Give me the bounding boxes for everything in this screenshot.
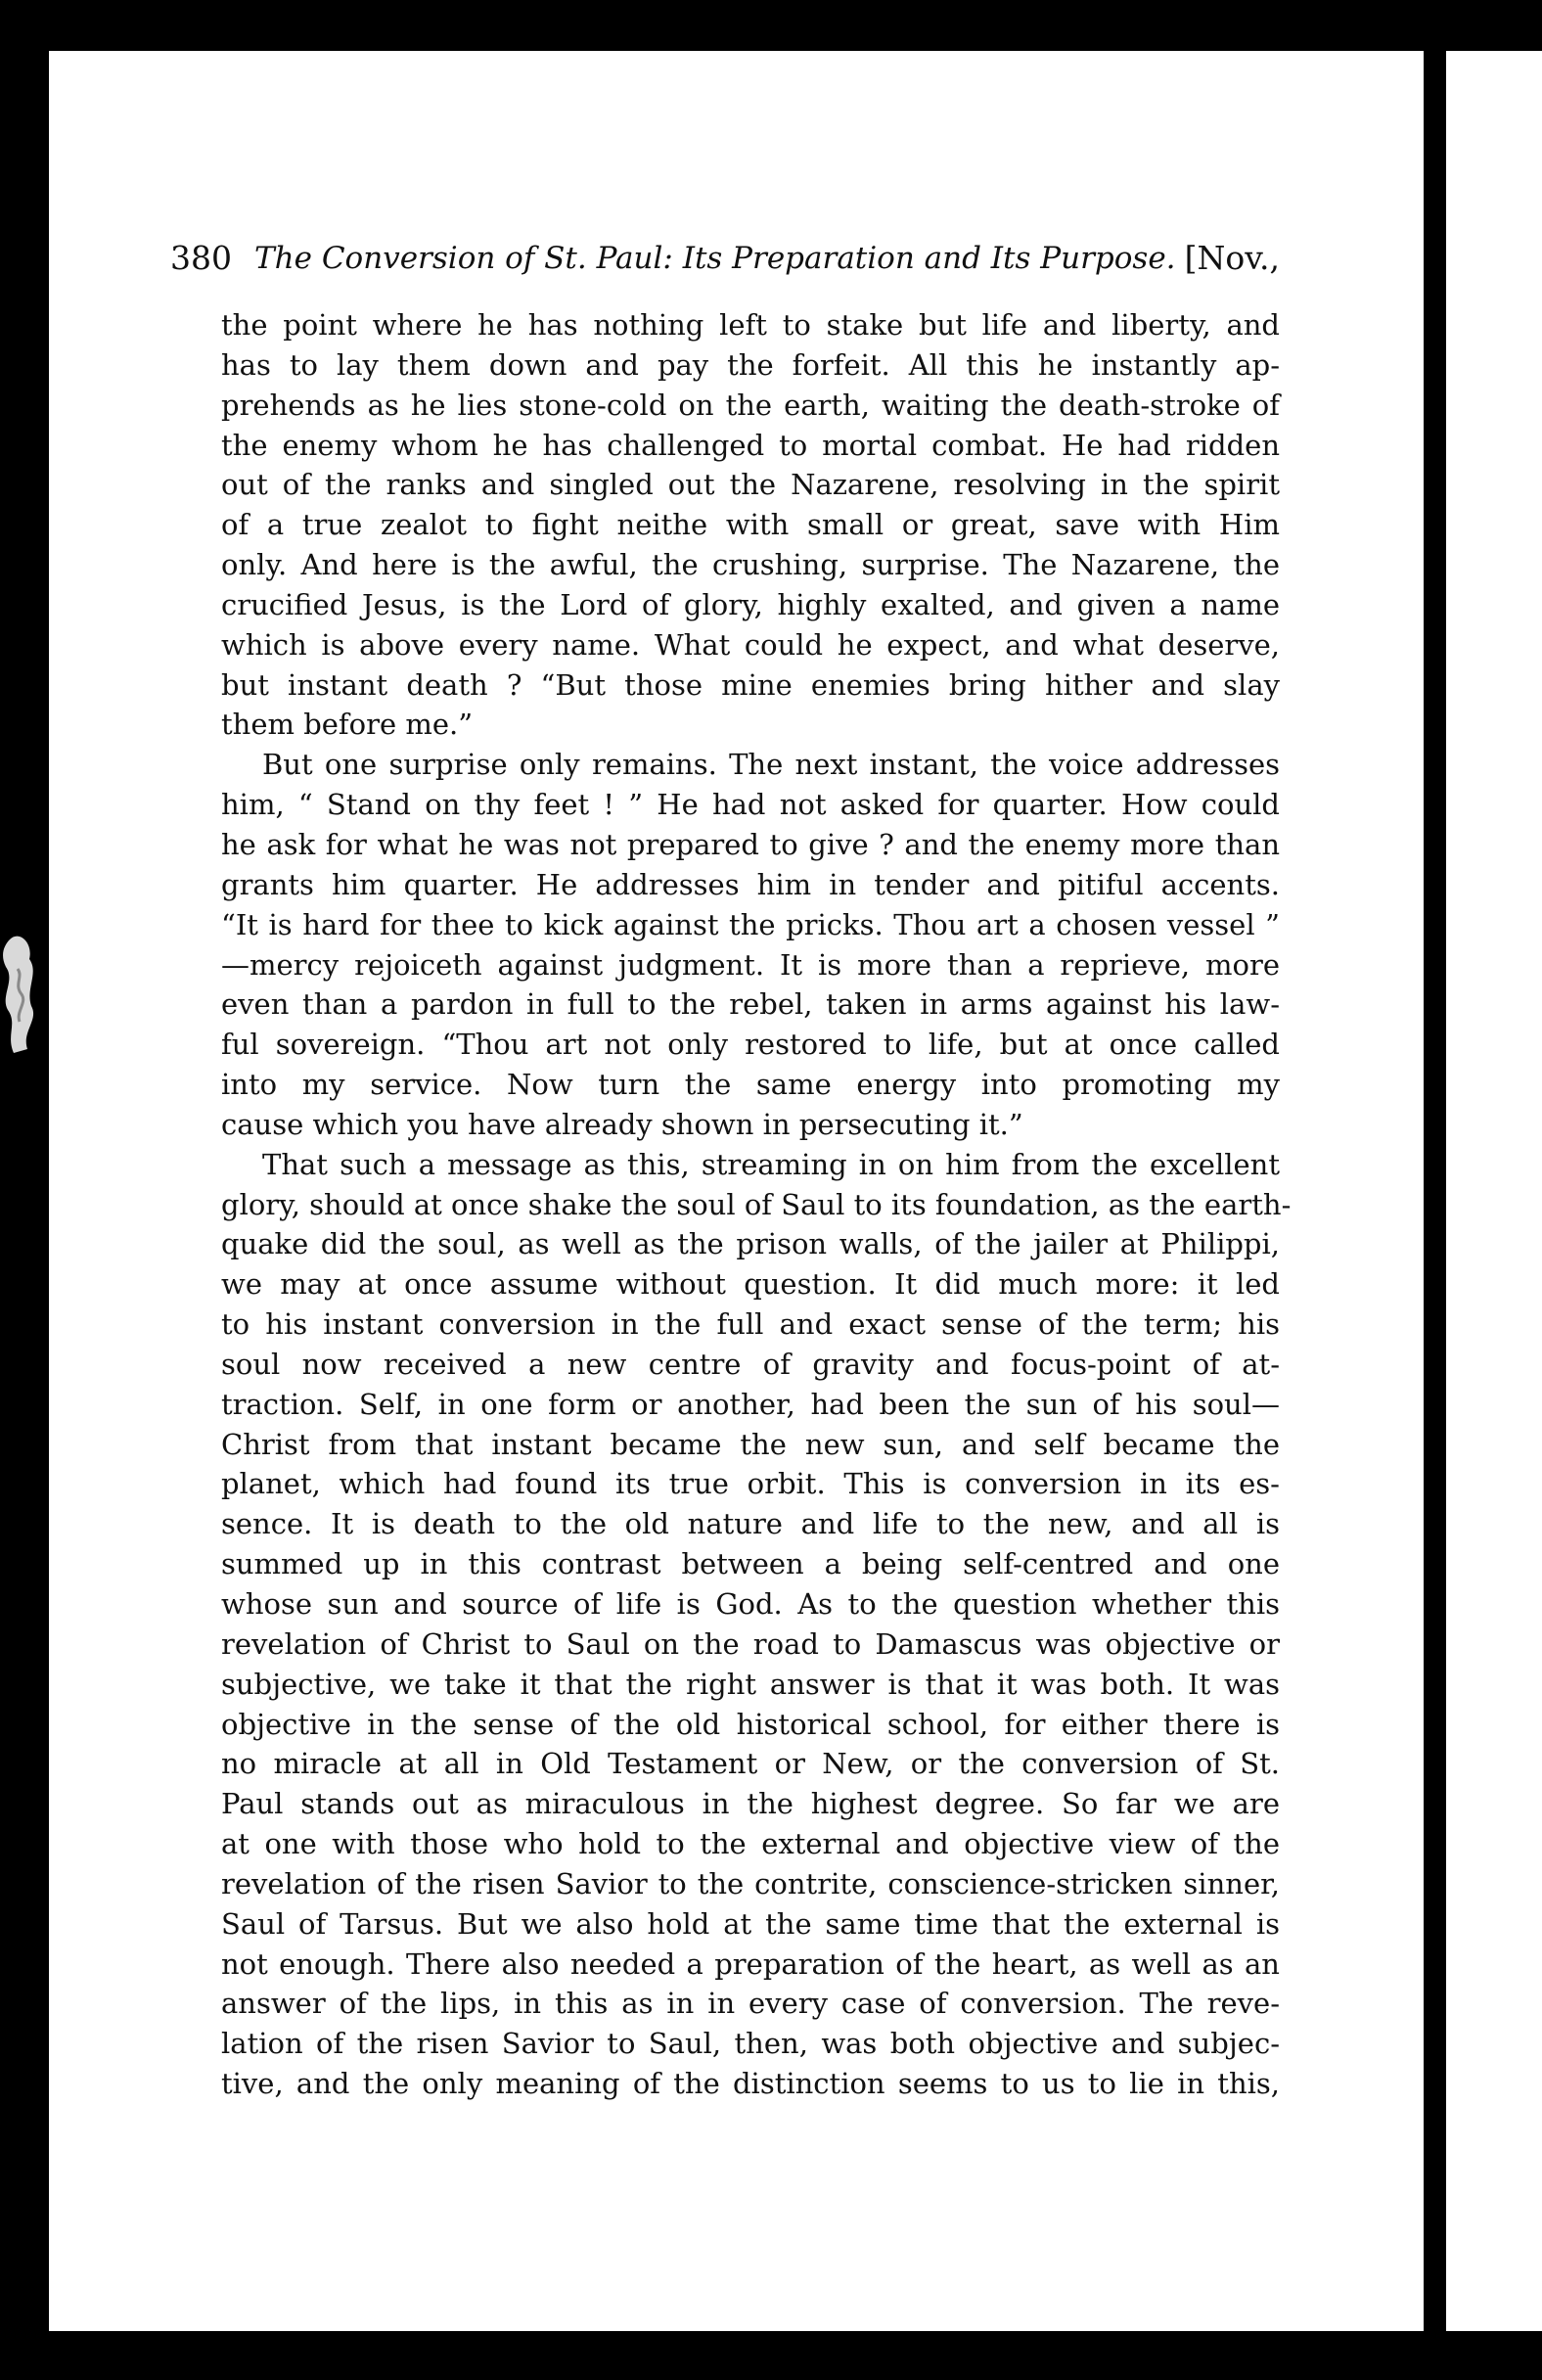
text-line: but instant death ? “But those mine enemies bring hither and slay bbox=[221, 667, 1280, 702]
text-line: out of the ranks and singled out the Nazarene, resolving in the spirit bbox=[221, 468, 1280, 502]
text-line: quake did the soul, as well as the prison walls, of the jailer at Philippi, bbox=[221, 1227, 1280, 1261]
paragraph bbox=[221, 1145, 1292, 2104]
text-line: which is above every name. What could he expect, and what deserve, bbox=[221, 627, 1280, 662]
text-line: traction. Self, in one form or another, had been the sun of his soul— bbox=[221, 1387, 1280, 1421]
text-line: even than a pardon in full to the rebel, taken in arms against his law- bbox=[221, 987, 1280, 1022]
text-line: only. And here is the awful, the crushing, surprise. The Nazarene, the bbox=[221, 548, 1280, 582]
page-number: 380 bbox=[170, 239, 232, 277]
text-line: tive, and the only meaning of the distinction seems to us to lie in this, bbox=[221, 2067, 1280, 2101]
paragraph bbox=[221, 745, 1280, 1144]
text-line: him, “ Stand on thy feet ! ” He had not asked for quarter. How could bbox=[221, 788, 1280, 822]
text-line: Paul stands out as miraculous in the highest degree. So far we are bbox=[221, 1787, 1280, 1821]
text-line: the point where he has nothing left to stake but life and liberty, and bbox=[221, 308, 1280, 342]
running-header bbox=[170, 239, 1280, 288]
paragraph bbox=[221, 305, 1280, 745]
text-line: ful sovereign. “Thou art not only restored to life, but at once called bbox=[221, 1028, 1280, 1062]
text-line: he ask for what he was not prepared to give ? and the enemy more than bbox=[221, 827, 1280, 861]
text-line: whose sun and source of life is God. As to the question whether this bbox=[221, 1587, 1280, 1621]
text-line: no miracle at all in Old Testament or New, or the conversion of St. bbox=[221, 1747, 1280, 1781]
text-line: Saul of Tarsus. But we also hold at the same time that the external is bbox=[221, 1906, 1280, 1941]
text-line: That such a message as this, streaming in on him from the excellent bbox=[262, 1147, 1280, 1181]
text-line: Christ from that instant became the new sun, and self became the bbox=[221, 1427, 1280, 1461]
text-line: grants him quarter. He addresses him in tender and pitiful accents. bbox=[221, 867, 1280, 901]
text-line: at one with those who hold to the external and objective view of the bbox=[221, 1827, 1280, 1861]
text-line: subjective, we take it that the right answer is that it was both. It was bbox=[221, 1667, 1280, 1701]
text-line: planet, which had found its true orbit. This is conversion in its es- bbox=[221, 1467, 1280, 1501]
text-line: prehends as he lies stone-cold on the earth, waiting the death-stroke of bbox=[221, 388, 1280, 422]
text-line: glory, should at once shake the soul of Saul to its foundation, as the earth- bbox=[221, 1187, 1292, 1221]
text-line: has to lay them down and pay the forfeit. All this he instantly ap- bbox=[221, 347, 1280, 382]
facing-page-edge bbox=[1446, 51, 1542, 2331]
text-line: crucified Jesus, is the Lord of glory, highly exalted, and given a name bbox=[221, 587, 1280, 621]
text-line: objective in the sense of the old historical school, for either there is bbox=[221, 1707, 1280, 1741]
running-title: The Conversion of St. Paul: Its Preparation and Its Purpose. bbox=[254, 241, 1176, 276]
text-line: of a true zealot to fight neithe with small or great, save with Him bbox=[221, 508, 1280, 542]
text-line: revelation of the risen Savior to the contrite, conscience-stricken sinner, bbox=[221, 1866, 1280, 1900]
text-line: sence. It is death to the old nature and life to the new, and all is bbox=[221, 1507, 1280, 1541]
text-line: —mercy rejoiceth against judgment. It is more than a reprieve, more bbox=[221, 947, 1280, 982]
text-line: summed up in this contrast between a being self-centred and one bbox=[221, 1547, 1280, 1581]
body-text bbox=[221, 305, 1292, 2104]
text-line: not enough. There also needed a preparation of the heart, as well as an bbox=[221, 1946, 1280, 1981]
text-line: lation of the risen Savior to Saul, then, was both objective and subjec- bbox=[221, 2027, 1280, 2061]
text-line: the enemy whom he has challenged to mortal combat. He had ridden bbox=[221, 428, 1280, 462]
scan-smudge bbox=[0, 930, 43, 1057]
text-line: answer of the lips, in this as in in every case of conversion. The reve- bbox=[221, 1987, 1280, 2021]
text-line: soul now received a new centre of gravity and focus-point of at- bbox=[221, 1347, 1280, 1381]
text-line: into my service. Now turn the same energy into promoting my bbox=[221, 1068, 1280, 1102]
text-line: “It is hard for thee to kick against the pricks. Thou art a chosen vessel ” bbox=[221, 907, 1280, 941]
text-line: revelation of Christ to Saul on the road to Damascus was objective or bbox=[221, 1626, 1280, 1661]
text-line: them before me.” bbox=[221, 708, 474, 742]
running-date: [Nov., bbox=[1184, 239, 1280, 277]
text-line: cause which you have already shown in persecuting it.” bbox=[221, 1107, 1023, 1141]
text-line: we may at once assume without question. It did much more: it led bbox=[221, 1267, 1280, 1302]
text-line: But one surprise only remains. The next instant, the voice addresses bbox=[262, 748, 1280, 782]
text-line: to his instant conversion in the full and exact sense of the term; his bbox=[221, 1307, 1280, 1342]
